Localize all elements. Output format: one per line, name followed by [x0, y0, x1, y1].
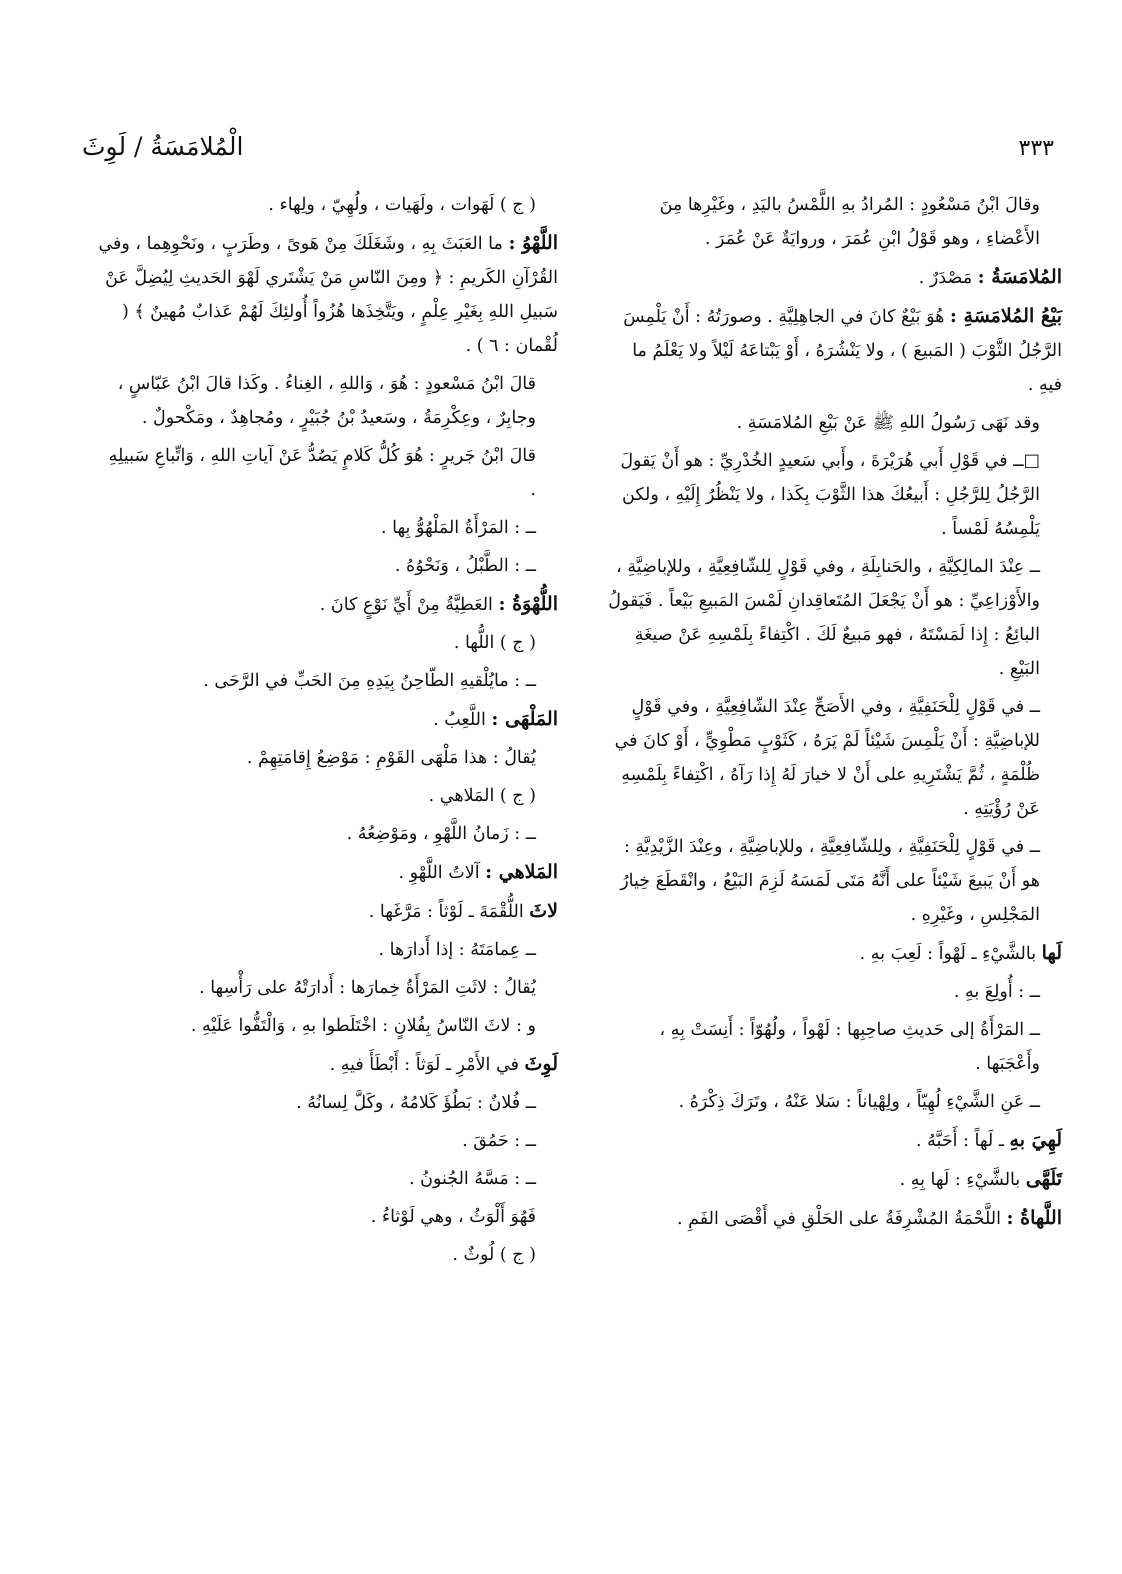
entry-text: ــ : المَرْأَةُ المَلْهُوُّ بِها .: [380, 518, 536, 538]
dictionary-entry: [98, 779, 558, 813]
dictionary-entry: [98, 439, 558, 507]
right-column: [606, 188, 1062, 1240]
dictionary-entry: [606, 406, 1062, 440]
dictionary-entry: [98, 817, 558, 851]
headword: تَلَهَّى: [1025, 1168, 1062, 1190]
entry-text: ــ المَرْأَةُ إلى حَديثِ صاحِبِها : لَهْواً ، ولُهُوّاً : أَنِسَتْ بِهِ ، وأَعْجَبَها .: [659, 1020, 1040, 1074]
dictionary-entry: [98, 226, 558, 363]
entry-text: هُوَ بَيْعٌ كانَ في الجاهِلِيَّةِ . وصورَتُهُ : أَنْ يَلْمِسَ الرَّجُلُ الثَّوْبَ ( المَبيعَ ) ، ولا يَنْشُرَهُ ، أَوْ يَبْتاعَهُ لَيْلاً ولا يَعْلَمُ ما فيهِ .: [623, 307, 1062, 395]
headword: اللَّهْوُ :: [508, 232, 558, 254]
entry-text: قالَ ابْنُ جَريرٍ : هُوَ كُلُّ كَلامٍ يَصُدُّ عَنْ آياتِ اللهِ ، وَاتِّباعِ سَبيلِهِ .: [108, 446, 536, 500]
dictionary-entry: [98, 1086, 558, 1120]
headword: لَوِثَ: [524, 1053, 558, 1075]
entry-text: اللَّعِبُ .: [433, 710, 492, 730]
entry-text: اللُّقْمَةَ ـ لَوْثاً : مَرَّغَها .: [368, 902, 530, 922]
dictionary-entry: [606, 975, 1062, 1009]
entry-text: ــ عِمامَتَهُ : إذا أَدارَها .: [378, 940, 536, 960]
dictionary-entry: [98, 933, 558, 967]
dictionary-entry: [98, 741, 558, 775]
dictionary-entry: [606, 188, 1062, 256]
dictionary-entry: [98, 702, 558, 737]
entry-text: قالَ ابْنُ مَسْعودٍ : هُوَ ، وَاللهِ ، الغِناءُ . وكَذا قالَ ابْنُ عَبّاسٍ ، وجابِرٌ ، وعِكْرِمَةُ ، وسَعيدُ بْنُ جُبَيْرٍ ، ومُجاهِدٌ ، ومَكْحولٌ .: [117, 374, 536, 428]
dictionary-entry: [98, 894, 558, 929]
dictionary-entry: [98, 587, 558, 622]
entry-text: ( ج ) لَهَوات ، ولَهَيات ، ولُهِيّ ، ولِهاء .: [268, 195, 536, 215]
dictionary-entry: [606, 299, 1062, 402]
headword: اللَّهاةُ :: [1006, 1207, 1062, 1229]
entry-text: فَهُوَ أَلْوَثُ ، وهي لَوْثاءُ .: [370, 1207, 536, 1227]
entry-text: مَصْدَرٌ .: [918, 268, 978, 288]
entry-text: ــ : مَسَّهُ الجُنونُ .: [409, 1169, 536, 1189]
dictionary-entry: [98, 1238, 558, 1272]
dictionary-entry: [98, 188, 558, 222]
dictionary-entry: [98, 1200, 558, 1234]
dictionary-entry: [606, 936, 1062, 971]
headword: المَلْهَى :: [491, 708, 558, 730]
page-number: ٣٣٣: [1018, 136, 1054, 161]
dictionary-entry: [98, 971, 558, 1005]
entry-text: وقالَ ابْنُ مَسْعُودٍ : المُرادُ بهِ اللَّمْسُ باليَدِ ، وغَيْرِها مِنَ الأَعْضاءِ ، وهو قَوْلُ ابْنِ عُمَرَ ، وروايَةٌ عَنْ عُمَرَ .: [659, 195, 1040, 249]
dictionary-entry: [98, 1162, 558, 1196]
dictionary-entry: [98, 1009, 558, 1043]
dictionary-entry: [98, 511, 558, 545]
entry-text: ــ : أُولِعَ بهِ .: [953, 982, 1040, 1002]
entry-text: ــ : زَمانُ اللَّهْوِ ، ومَوْضِعُهُ .: [346, 824, 536, 844]
dictionary-entry: [606, 690, 1062, 826]
entry-text: بالشَّيْءِ : لَها بِهِ .: [899, 1170, 1026, 1190]
entry-text: ( ج ) اللُّها .: [453, 633, 536, 653]
entry-text: في الأَمْرِ ـ لَوَثاً : أَبْطَأَ فيهِ .: [329, 1055, 525, 1075]
entry-text: □ــ في قَوْلِ أَبي هُرَيْرَةَ ، وأَبي سَعيدٍ الخُدْرِيِّ : هو أَنْ يَقولَ الرَّجُلُ لِلرَّجُلِ : أَبيعُكَ هذا الثَّوْبَ بِكَذا ، ولا يَنْظُرُ إِلَيْهِ ، ولكن يَلْمِسُهُ لَمْساً .: [620, 451, 1040, 539]
dictionary-entry: [606, 444, 1062, 546]
entry-text: ــ عِنْدَ المالِكِيَّةِ ، والحَنابِلَةِ ، وفي قَوْلٍ لِلشّافِعِيَّةِ ، وللإباضِيَّةِ ، والأَوْزاعِيِّ : هو أَنْ يَجْعَلَ المُتَعاقِدانِ لَمْسَ المَبيعِ بَيْعاً . فَيَقولُ البائِعُ : إِذا لَمَسْتَهُ ، فهو مَبيعٌ لَكَ . اكْتِفاءً بِلَمْسِهِ عَنْ صيغَةِ البَيْعِ .: [608, 557, 1040, 679]
dictionary-entry: [98, 855, 558, 890]
dictionary-entry: [606, 1123, 1062, 1158]
entry-text: العَطِيَّةُ مِنْ أَيِّ نَوْعٍ كانَ .: [319, 595, 499, 615]
entry-text: ــ في قَوْلٍ لِلْحَنَفِيَّةِ ، وفي الأَصَحِّ عِنْدَ الشّافِعِيَّةِ ، وفي قَوْلٍ للإباضِيَّةِ : أَنْ يَلْمِسَ شَيْئاً لَمْ يَرَهُ ، كَثَوْبٍ مَطْوِيٍّ ، أَوْ كانَ في ظُلْمَةٍ ، ثُمَّ يَشْتَرِيهِ على أَنْ لا خيارَ لَهُ إِذا رَآهُ ، اكْتِفاءً بِلَمْسِهِ عَنْ رُؤْيَتِهِ .: [614, 697, 1040, 819]
entry-text: يُقالُ : هذا مَلْهَى القَوْمِ : مَوْضِعُ إِقامَتِهِمْ .: [246, 748, 536, 768]
entry-text: يُقالُ : لاثَتِ المَرْأَةُ خِمارَها : أَدارَتْهُ على رَأْسِها .: [199, 978, 536, 998]
entry-text: بالشَّيْءِ ـ لَهْواً : لَعِبَ بهِ .: [859, 944, 1042, 964]
entry-text: ما العَبَثَ بِهِ ، وشَغَلَكَ مِنْ هَوىً ، وطَرَبٍ ، ونَحْوِهِما ، وفي القُرْآنِ الكَريمِ : ﴿ ومِنَ النّاسِ مَنْ يَشْتَري لَهْوَ الحَديثِ لِيُضِلَّ عَنْ سَبيلِ اللهِ بِغَيْرِ عِلْمٍ ، ويَتَّخِذَها هُزُواً أُولئِكَ لَهُمْ عَذابٌ مُهينٌ ﴾ ( لُقْمان : ٦ ) .: [98, 234, 558, 356]
entry-text: اللَّحْمَةُ المُشْرِفَةُ على الحَلْقِ في أَقْصَى الفَمِ .: [676, 1209, 1007, 1229]
entry-text: ـ لَهاً : أَحَبَّهُ .: [916, 1131, 1010, 1151]
entry-text: ( ج ) المَلاهي .: [428, 786, 536, 806]
headword: لَها: [1041, 942, 1062, 964]
dictionary-entry: [98, 549, 558, 583]
dictionary-entry: [606, 1201, 1062, 1236]
dictionary-entry: [98, 1124, 558, 1158]
headword: المَلاهي :: [485, 861, 558, 883]
dictionary-entry: [606, 260, 1062, 295]
headword: لَهِيَ بهِ: [1009, 1129, 1062, 1151]
dictionary-entry: [98, 626, 558, 660]
dictionary-entry: [98, 664, 558, 698]
entry-text: ــ فُلانٌ : بَطُؤَ كَلامُهُ ، وكَلَّ لِسانُهُ .: [296, 1093, 536, 1113]
headword: بَيْعُ المُلامَسَةِ :: [949, 305, 1062, 327]
dictionary-entry: [98, 367, 558, 435]
dictionary-entry: [606, 1013, 1062, 1081]
headword: المُلامَسَةُ :: [977, 266, 1062, 288]
entry-text: وقد نَهَى رَسُولُ اللهِ ﷺ عَنْ بَيْعِ المُلامَسَةِ .: [736, 413, 1040, 433]
entry-text: ــ : حَمُقَ .: [462, 1131, 536, 1151]
entry-text: ــ عَنِ الشَّيْءِ لُهِيّاً ، ولِهْياناً : سَلا عَنْهُ ، وتَرَكَ ذِكْرَهُ .: [678, 1092, 1040, 1112]
running-title: الْمُلامَسَةُ / لَوِثَ: [82, 132, 244, 161]
headword: اللُّهْوَةُ :: [498, 593, 558, 615]
entry-text: ــ في قَوْلٍ لِلْحَنَفِيَّةِ ، ولِلشّافِعِيَّةِ ، وللإباضِيَّةِ ، وعِنْدَ الزَّيْدِيَّةِ : هو أَنْ يَبيعَ شَيْئاً على أَنَّهُ مَتَى لَمَسَهُ لَزِمَ البَيْعُ ، وانْقَطَعَ خِيارُ المَجْلِسِ ، وغَيْرِهِ .: [620, 837, 1040, 925]
headword: لاثَ: [529, 900, 558, 922]
dictionary-entry: [606, 830, 1062, 932]
entry-text: آلاتُ اللَّهْوِ .: [398, 863, 486, 883]
dictionary-entry: [606, 1085, 1062, 1119]
entry-text: ــ : الطَّبْلُ ، وَنَحْوُهُ .: [394, 556, 536, 576]
entry-text: ــ : مايُلْقيهِ الطّاحِنُ بِيَدِهِ مِنَ الحَبِّ في الرَّحَى .: [203, 671, 536, 691]
entry-text: و : لاثَ النّاسُ بِفُلانٍ : اخْتَلَطوا بهِ ، وَالْتَفُّوا عَلَيْهِ .: [190, 1016, 536, 1036]
dictionary-entry: [606, 1162, 1062, 1197]
left-column: [98, 188, 558, 1276]
entry-text: ( ج ) لُوثٌ .: [452, 1245, 536, 1265]
dictionary-entry: [606, 550, 1062, 686]
dictionary-entry: [98, 1047, 558, 1082]
